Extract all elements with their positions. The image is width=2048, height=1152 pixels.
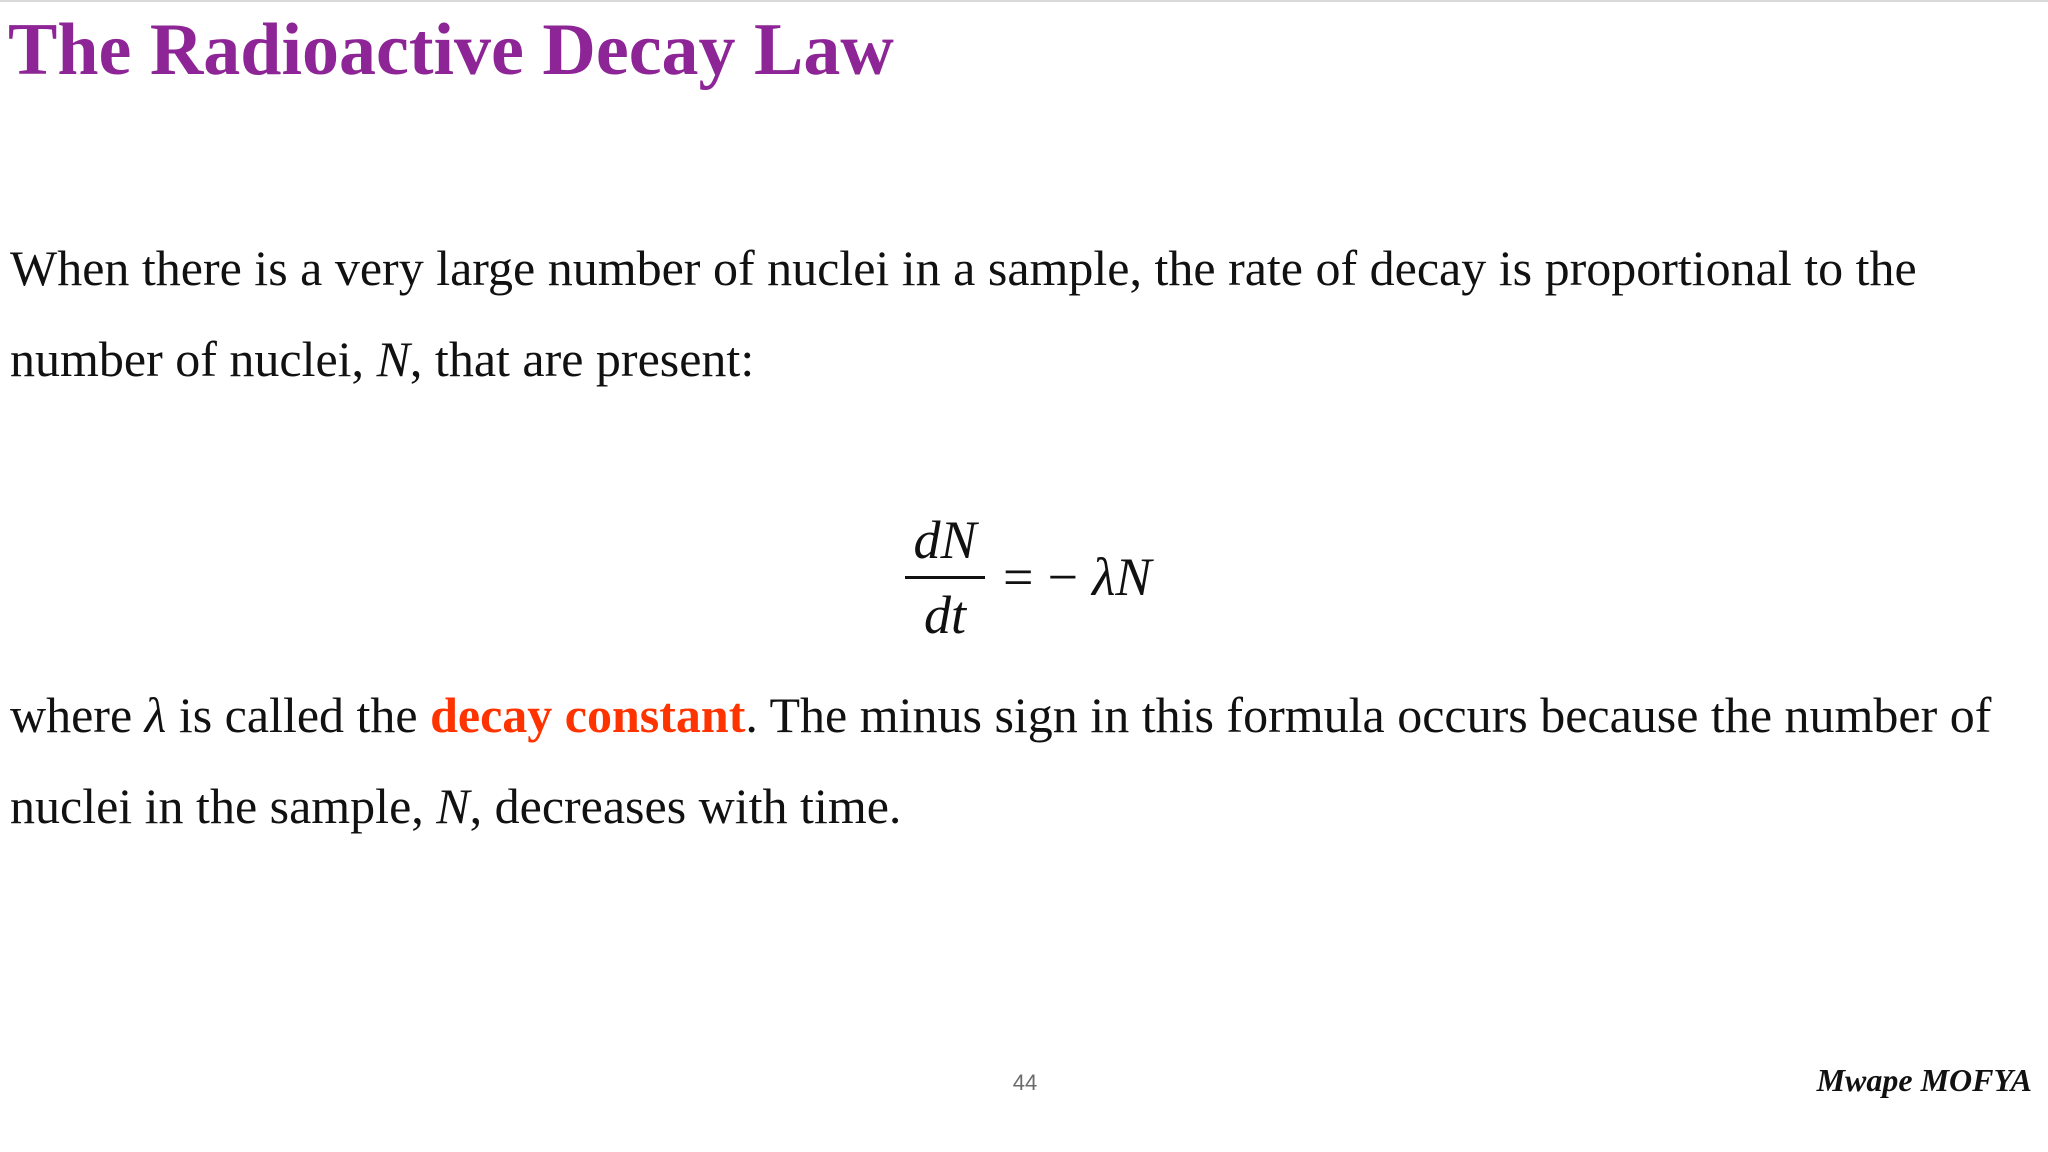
explanation-text-b: is called the: [166, 687, 431, 743]
explanation-text-d: , decreases with time.: [469, 778, 902, 834]
explanation-text-a: where: [10, 687, 145, 743]
intro-text-b: , that are present:: [409, 331, 755, 387]
variable-lambda: λ: [144, 687, 167, 743]
explanation-paragraph: [10, 670, 2030, 852]
decay-equation: [905, 502, 1151, 652]
explanation-text-c: . The minus sign in this formula occurs because the number of nuclei in the sample,: [10, 687, 1992, 834]
intro-text-a: When there is a very large number of nuclei in a sample, the rate of decay is proportional to the number of nuclei,: [10, 240, 1917, 387]
equation-fraction: [905, 504, 985, 651]
author-name: Mwape MOFYA: [1816, 1062, 2032, 1098]
equation-rhs: λN: [1091, 547, 1152, 607]
slide-title: The Radioactive Decay Law: [8, 9, 894, 91]
variable-n-2: N: [436, 778, 470, 834]
minus-sign: −: [1047, 547, 1078, 607]
equals-sign: =: [1003, 547, 1034, 607]
equation-denominator: dt: [923, 584, 966, 645]
intro-paragraph: [10, 223, 2030, 405]
variable-n: N: [376, 331, 410, 387]
slide-number: 44: [1012, 1070, 1038, 1095]
top-border-divider: [0, 0, 2048, 2]
decay-constant-highlight: decay constant: [430, 687, 746, 743]
equation-numerator: dN: [913, 509, 977, 570]
